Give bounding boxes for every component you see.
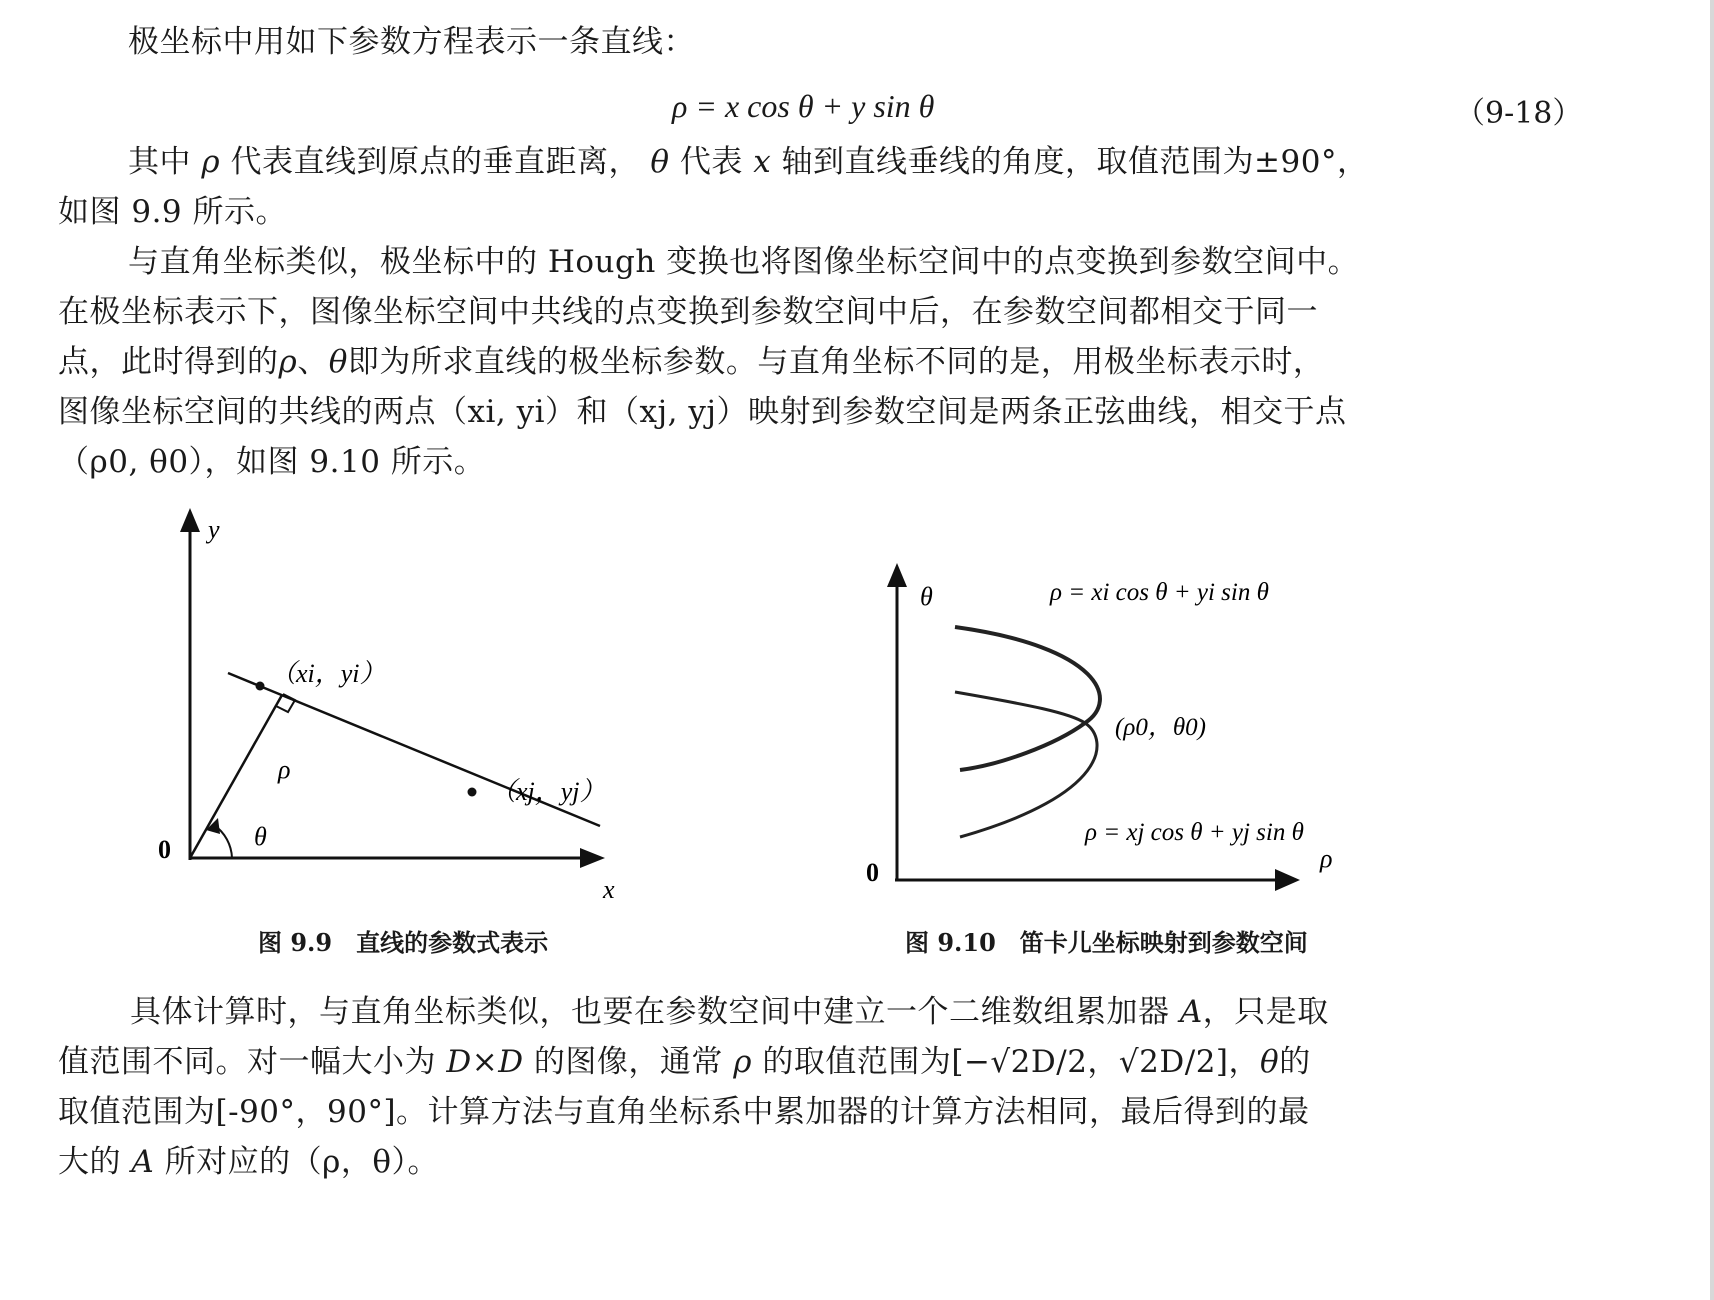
para3-line1: 与直角坐标类似，极坐标中的 Hough 变换也将图像坐标空间中的点变换到参数空间中。 <box>128 244 1360 280</box>
para3-rho: ρ <box>278 344 298 380</box>
fig1-point-i <box>256 682 265 691</box>
para4-text-e: 的取值范围为[−√2D/2，√2D/2]， <box>762 1044 1261 1080</box>
fig1-y-arrow <box>180 508 200 532</box>
fig1-rho-label: ρ <box>278 755 291 784</box>
para4-text-b: ，只是取 <box>1202 994 1329 1030</box>
para2-rho: ρ <box>201 144 221 180</box>
fig2-origin: 0 <box>866 858 879 887</box>
fig1-point-j <box>468 788 477 797</box>
equation-number: （9-18） <box>1455 96 1583 131</box>
para4-text-a: 具体计算时，与直角坐标类似，也要在参数空间中建立一个二维数组累加器 <box>130 994 1170 1030</box>
para4-line4 <box>58 1142 439 1182</box>
para4-A2: A <box>131 1144 155 1180</box>
fig1-caption: 图 9.9 直线的参数式表示 <box>258 928 549 957</box>
fig2-curve-i-label: ρ = xi cos θ + yi sin θ <box>1050 579 1269 606</box>
fig2-curve-j-label: ρ = xj cos θ + yj sin θ <box>1085 819 1304 846</box>
para3-line3 <box>58 342 1324 382</box>
para4-A: A <box>1179 994 1203 1030</box>
para2-text-c: 代表 <box>679 144 743 180</box>
para4-rho: ρ <box>733 1044 752 1080</box>
fig2-curve-i <box>955 627 1100 770</box>
para4-theta: θ <box>1260 1044 1280 1080</box>
para4-text-f: 的 <box>1279 1044 1311 1080</box>
fig2-theta-label: θ <box>920 582 933 611</box>
fig1-point-j-label: （xj，yj） <box>490 777 606 806</box>
para4-line1 <box>130 992 1329 1032</box>
figure-9-9 <box>140 500 700 920</box>
fig2-theta-arrow <box>887 563 907 587</box>
para3-sep: 、 <box>297 344 329 380</box>
para4-text-g: 大的 <box>58 1144 121 1180</box>
fig2-rho-arrow <box>1275 869 1300 891</box>
para4-DxD: D×D <box>446 1044 524 1080</box>
para3-text-a: 点，此时得到的 <box>58 344 279 380</box>
fig2-intersection-label: (ρ0，θ0) <box>1115 714 1206 741</box>
para2-line2: 如图 9.9 所示。 <box>58 194 288 230</box>
fig2-rho-label: ρ <box>1320 844 1333 873</box>
fig2-caption: 图 9.10 笛卡儿坐标映射到参数空间 <box>905 928 1308 957</box>
para3-line2: 在极坐标表示下，图像坐标空间中共线的点变换到参数空间中后，在参数空间都相交于同一 <box>58 294 1318 330</box>
para3-text-b: 即为所求直线的极坐标参数。与直角坐标不同的是，用极坐标表示时， <box>347 344 1325 380</box>
para4-text-h: 所对应的（ρ，θ）。 <box>164 1144 439 1180</box>
equation-formula: ρ = x cos θ + y sin θ <box>672 88 935 124</box>
para4-text-d: 的图像，通常 <box>533 1044 723 1080</box>
para2-theta: θ <box>650 144 670 180</box>
para3-line4: 图像坐标空间的共线的两点（xi, yi）和（xj, yj）映射到参数空间是两条正弦曲线，相交于点 <box>58 394 1347 430</box>
para2-text-b: 代表直线到原点的垂直距离， <box>230 144 640 180</box>
para2-text-d: 轴到直线垂线的角度，取值范围为±90°， <box>781 144 1369 180</box>
fig1-rho-segment <box>190 695 282 858</box>
fig1-x-arrow <box>580 848 605 868</box>
page-edge <box>1710 0 1714 1300</box>
para2-x: x <box>753 144 772 180</box>
fig1-point-i-label: （xi，yi） <box>270 659 386 688</box>
para4-line3: 取值范围为[-90°，90°]。计算方法与直角坐标系中累加器的计算方法相同，最后得到的最 <box>58 1094 1310 1130</box>
fig1-y-label: y <box>208 515 220 544</box>
fig1-theta-label: θ <box>254 822 267 851</box>
fig1-x-label: x <box>603 875 615 904</box>
para1-line: 极坐标中用如下参数方程表示一条直线： <box>128 24 695 60</box>
figure-9-10 <box>860 555 1480 915</box>
fig1-origin: 0 <box>158 835 171 864</box>
fig2-curve-j <box>955 692 1097 837</box>
para4-line2 <box>58 1042 1311 1082</box>
para4-text-c: 值范围不同。对一幅大小为 <box>58 1044 436 1080</box>
para2-line1 <box>128 142 1368 182</box>
para3-theta: θ <box>328 344 348 380</box>
para2-text-a: 其中 <box>128 144 191 180</box>
para3-line5: （ρ0, θ0），如图 9.10 所示。 <box>58 444 486 480</box>
